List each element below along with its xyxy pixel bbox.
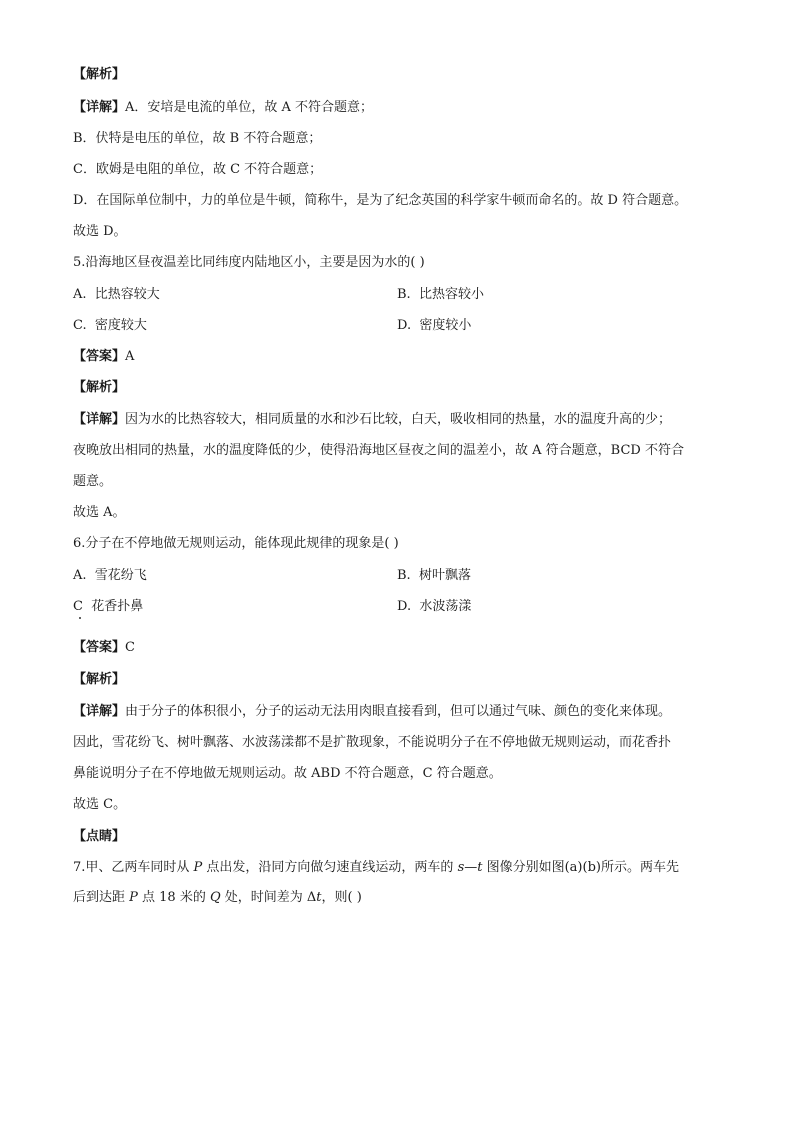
q6-detail-1-text: 由于分子的体积很小，分子的运动无法用肉眼直接看到，但可以通过气味、颜色的变化来体现。 — [125, 704, 672, 719]
q6-answer-value: C — [125, 640, 135, 655]
q5-option-a — [73, 286, 160, 304]
q4-line-c: C．欧姆是电阻的单位，故 C 不符合题意； — [73, 162, 323, 177]
q5-option-c — [73, 317, 147, 335]
q6-option-a-label: A. — [73, 568, 87, 583]
q5-option-b-text: 比热容较小 — [418, 287, 484, 302]
q6-stem: 6.分子在不停地做无规则运动，能体现此规律的现象是( ) — [73, 536, 399, 551]
q6-option-b-text: 树叶飘落 — [418, 568, 471, 583]
q5-option-b — [397, 286, 484, 304]
q5-detail-line-1 — [73, 411, 671, 429]
q6-option-d-text: 水波荡漾 — [419, 599, 472, 614]
q7-stem-line-2 — [73, 889, 362, 907]
q5-detail-line-2: 夜晚放出相同的热量，水的温度降低的少，使得沿海地区昼夜之间的温差小，故 A 符合题意，BCD 不符合 — [73, 443, 684, 458]
q5-option-a-text: 比热容较大 — [94, 287, 160, 302]
q6-option-b — [397, 567, 471, 585]
q6-option-b-label: B. — [397, 568, 411, 583]
q5-detail-tag: 【详解】 — [73, 412, 126, 427]
q4-detail-a-text: A．安培是电流的单位，故 A 不符合题意； — [125, 100, 374, 115]
q7-stem-line-1 — [73, 859, 679, 877]
q5-option-c-text: 密度较大 — [94, 318, 147, 333]
q4-detail-tag: 【详解】 — [73, 100, 126, 115]
q7-var-t: t — [477, 860, 483, 875]
q6-option-c-text: 花香扑鼻 — [91, 599, 144, 614]
q5-answer-tag: 【答案】 — [73, 349, 126, 364]
q5-option-d-text: 密度较小 — [419, 318, 472, 333]
q5-analysis-tag: 【解析】 — [73, 380, 126, 395]
q7-var-t-2: t — [316, 890, 322, 905]
q7-text: 处，时间差为 Δ — [220, 890, 317, 905]
q5-conclusion: 故选 A。 — [73, 505, 126, 520]
q6-option-d — [397, 598, 471, 616]
q4-conclusion: 故选 D。 — [73, 224, 127, 239]
q5-answer — [73, 348, 134, 366]
q6-option-d-label: D. — [397, 599, 412, 614]
q6-detail-line-3: 鼻能说明分子在不停地做无规则运动。故 ABD 不符合题意，C 符合题意。 — [73, 766, 502, 781]
q4-detail-line-a — [73, 99, 373, 117]
q6-detail-line-1 — [73, 703, 671, 721]
q6-option-c — [73, 598, 143, 616]
q7-var-q: Q — [209, 890, 221, 905]
q7-var-s: s — [457, 860, 465, 875]
q7-dash: — — [464, 860, 478, 875]
q5-stem: 5.沿海地区昼夜温差比同纬度内陆地区小，主要是因为水的( ) — [73, 255, 425, 270]
q7-var-p-2: P — [129, 890, 138, 905]
q7-text: ，则( ) — [321, 890, 362, 905]
q6-conclusion: 故选 C。 — [73, 797, 127, 812]
q4-analysis-tag: 【解析】 — [73, 67, 126, 82]
q4-line-b: B．伏特是电压的单位，故 B 不符合题意； — [73, 131, 322, 146]
q6-detail-line-2: 因此，雪花纷飞、树叶飘落、水波荡漾都不是扩散现象，不能说明分子在不停地做无规则运动，而花香扑 — [73, 735, 672, 750]
q6-option-a-text: 雪花纷飞 — [94, 568, 147, 583]
stray-dot — [79, 617, 81, 619]
q6-comment-tag: 【点睛】 — [73, 829, 126, 844]
q5-option-c-label: C. — [73, 318, 87, 333]
q5-option-a-label: A. — [73, 287, 87, 302]
q4-line-d: D．在国际单位制中，力的单位是牛顿，简称牛，是为了纪念英国的科学家牛顿而命名的。故 D 符合题意。 — [73, 193, 688, 208]
q7-text: 点 18 米的 — [137, 890, 210, 905]
q5-answer-value: A — [125, 349, 135, 364]
q6-answer — [73, 639, 135, 657]
q5-option-d — [397, 317, 471, 335]
q5-detail-line-3: 题意。 — [73, 474, 113, 489]
q5-option-d-label: D. — [397, 318, 412, 333]
q7-text: 7.甲、乙两车同时从 — [73, 860, 194, 875]
q6-answer-tag: 【答案】 — [73, 640, 126, 655]
q5-detail-1-text: 因为水的比热容较大，相同质量的水和沙石比较，白天，吸收相同的热量，水的温度升高的少； — [125, 412, 672, 427]
q5-option-b-label: B. — [397, 287, 411, 302]
q7-text: 图像分别如图(a)(b)所示。两车先 — [482, 860, 679, 875]
q7-text: 点出发，沿同方向做匀速直线运动，两车的 — [202, 860, 458, 875]
q6-option-c-label: C — [73, 599, 83, 614]
q7-var-p: P — [193, 860, 203, 875]
q7-text: 后到达距 — [73, 890, 130, 905]
q6-detail-tag: 【详解】 — [73, 704, 126, 719]
q6-option-a — [73, 567, 147, 585]
q6-analysis-tag: 【解析】 — [73, 672, 126, 687]
